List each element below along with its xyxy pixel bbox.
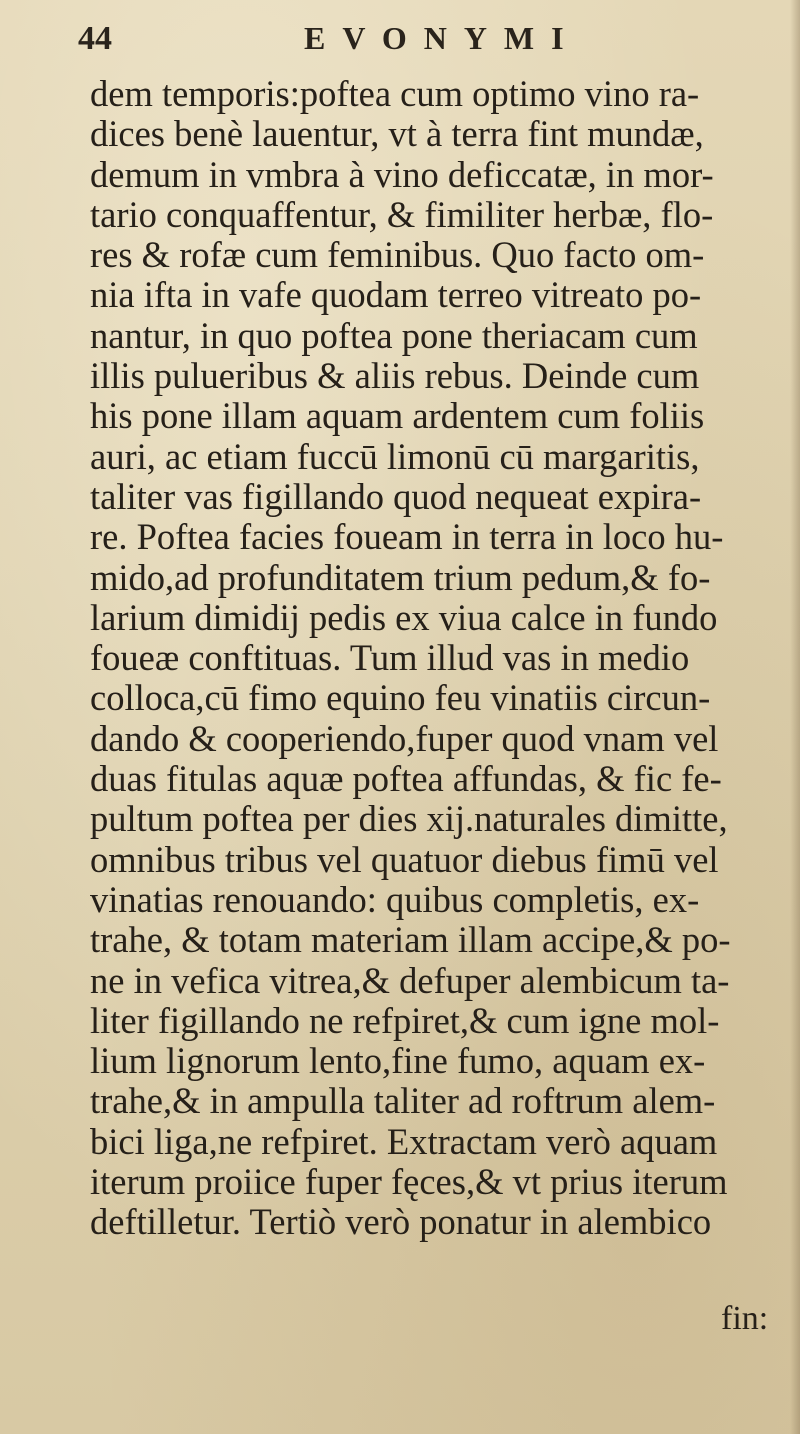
text-line: larium dimidij pedis ex viua calce in fundo — [90, 596, 718, 638]
text-line: trahe, & totam materiam illam accipe,& po- — [90, 919, 731, 961]
text-line: foueæ conftituas. Tum illud vas in medio — [90, 637, 690, 679]
page-edge — [790, 0, 800, 1434]
text-line: bici liga,ne refpiret. Extractam verò aquam — [90, 1120, 718, 1162]
text-line: dando & cooperiendo,fuper quod vnam vel — [90, 717, 719, 759]
text-line: colloca,cū fimo equino feu vinatiis circun- — [90, 677, 711, 719]
text-line: ne in vefica vitrea,& defuper alembicum ta- — [90, 959, 730, 1001]
text-line: auri, ac etiam fuccū limonū cū margaritis, — [90, 435, 700, 477]
text-line: omnibus tribus vel quatuor diebus fimū vel — [90, 838, 719, 880]
text-line: res & rofæ cum feminibus. Quo facto om- — [90, 234, 705, 276]
text-line: nia ifta in vafe quodam terreo vitreato po- — [90, 274, 702, 316]
text-line: pultum poftea per dies xij.naturales dimitte, — [90, 798, 728, 840]
text-line: dices benè lauentur, vt à terra fint mundæ, — [90, 113, 704, 155]
text-line: duas fitulas aquæ poftea affundas, & fic fe- — [90, 758, 722, 800]
text-line: taliter vas figillando quod nequeat expira- — [90, 475, 702, 517]
running-head — [78, 14, 778, 66]
text-line: deftilletur. Tertiò verò ponatur in alembico — [90, 1201, 712, 1243]
text-line: his pone illam aquam ardentem cum foliis — [90, 395, 705, 437]
text-line: re. Poftea facies foueam in terra in loco hu- — [90, 516, 724, 558]
text-line: liter figillando ne refpiret,& cum igne mol- — [90, 999, 720, 1041]
text-line: mido,ad profunditatem trium pedum,& fo- — [90, 556, 711, 598]
text-line: lium lignorum lento,fine fumo, aquam ex- — [90, 1040, 706, 1082]
text-line: trahe,& in ampulla taliter ad roftrum alem- — [90, 1080, 716, 1122]
text-line: illis pulueribus & aliis rebus. Deinde cum — [90, 355, 700, 397]
catchword: fin: — [721, 1300, 769, 1337]
text-line: dem temporis:poftea cum optimo vino ra- — [90, 73, 700, 114]
running-title: EVONYMI — [304, 20, 581, 56]
text-line: tario conquaffentur, & fimiliter herbæ, flo- — [90, 193, 714, 235]
body-text — [90, 74, 790, 1243]
text-line: iterum proiice fuper fęces,& vt prius iterum — [90, 1161, 728, 1203]
page-number: 44 — [78, 20, 112, 57]
text-line: vinatias renouando: quibus completis, ex- — [90, 878, 700, 920]
text-line: demum in vmbra à vino deficcatæ, in mor- — [90, 153, 714, 195]
text-line: nantur, in quo poftea pone theriacam cum — [90, 314, 698, 356]
